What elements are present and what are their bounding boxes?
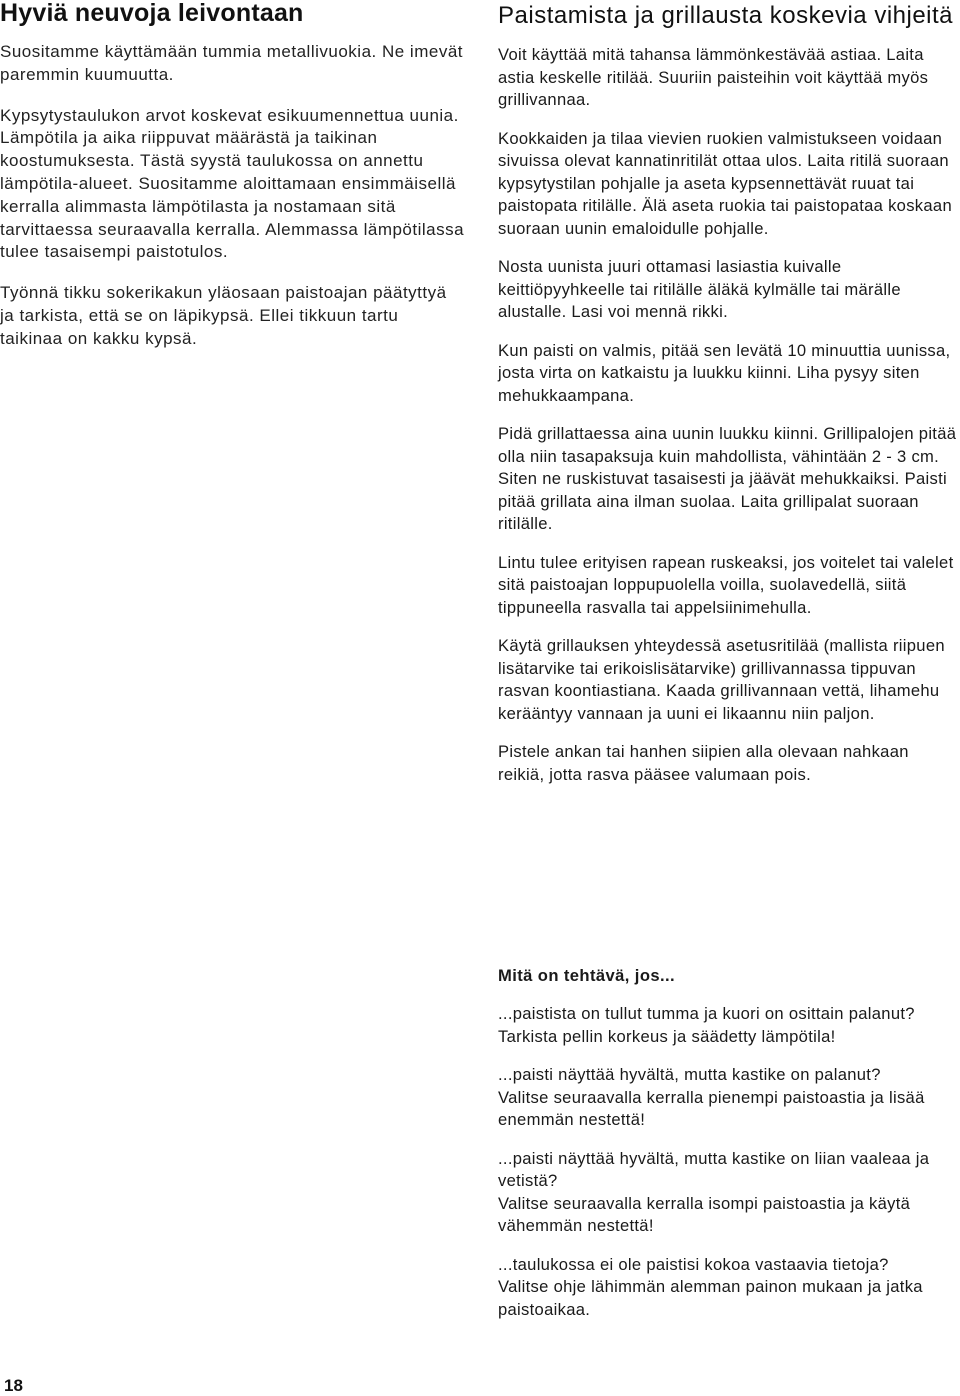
roasting-tip-paragraph: Nosta uunista juuri ottamasi lasiastia kuivalle keittiöpyyhkeelle tai ritilälle äläkä kylmälle tai märälle alustalle. Lasi voi mennä rikki. <box>498 257 901 321</box>
left-column <box>0 0 465 351</box>
roasting-grilling-heading: Paistamista ja grillausta koskevia vihjeitä <box>498 2 954 29</box>
page-number: 18 <box>4 1376 23 1395</box>
faq-answer: Valitse seuraavalla kerralla pienempi paistoastia ja lisää enemmän nestettä! <box>498 1087 925 1129</box>
faq-question: ...taulukossa ei ole paistisi kokoa vastaavia tietoja? <box>498 1254 889 1274</box>
baking-tip-paragraph: Työnnä tikku sokerikakun yläosaan paistoajan päätyttyä ja tarkista, että se on läpikypsä. Ellei tikkuun tartu taikinaa on kakku kypsä. <box>0 283 447 348</box>
faq-item <box>498 1254 960 1322</box>
faq-question: ...paisti näyttää hyvältä, mutta kastike on palanut? <box>498 1065 881 1084</box>
faq-question: ...paisti näyttää hyvältä, mutta kastike on liian vaaleaa ja vetistä? <box>498 1148 930 1190</box>
troubleshooting-section <box>498 965 960 1321</box>
roasting-tip-paragraph: Pistele ankan tai hanhen siipien alla olevaan nahkaan reikiä, jotta rasva pääsee valumaan pois. <box>498 742 909 784</box>
roasting-tip-paragraph: Kookkaiden ja tilaa vievien ruokien valmistukseen voidaan sivuissa olevat kannatinritilät ottaa ulos. Laita ritilä suoraan kypsytystilan pohjalle ja aseta kypsennettävät ruuat tai paistopata ritilälle. Älä aseta ruokia tai paistopataa koskaan suoraan uunin emaloidulle pohjalle. <box>498 128 952 238</box>
faq-item <box>498 1064 960 1132</box>
baking-tip-paragraph: Suositamme käyttämään tummia metallivuokia. Ne imevät paremmin kuumuutta. <box>0 42 463 84</box>
roasting-tip-paragraph: Voit käyttää mitä tahansa lämmönkestävää astiaa. Laita astia keskelle ritilää. Suuriin paisteihin voit käyttää myös grillivannaa. <box>498 45 929 109</box>
faq-answer: Valitse seuraavalla kerralla isompi paistoastia ja käytä vähemmän nestettä! <box>498 1193 911 1235</box>
faq-answer: Tarkista pellin korkeus ja säädetty lämpötila! <box>498 1026 836 1046</box>
baking-tips-heading: Hyviä neuvoja leivontaan <box>0 0 304 27</box>
roasting-tip-paragraph: Kun paisti on valmis, pitää sen levätä 10 minuuttia uunissa, josta virta on katkaistu ja luukku kiinni. Liha pysyy siten mehukkaampana. <box>498 340 951 405</box>
faq-question: ...paistista on tullut tumma ja kuori on osittain palanut? <box>498 1004 915 1023</box>
troubleshooting-title: Mitä on tehtävä, jos... <box>498 966 676 985</box>
roasting-tip-paragraph: Käytä grillauksen yhteydessä asetusritilää (mallista riipuen lisätarvike tai erikoislisätarvike) grillivannassa tippuvan rasvan koontiastiana. Kaada grillivannaan vettä, lihamehu kerääntyy vannaan ja uuni ei likaannu niin paljon. <box>498 636 945 723</box>
faq-item <box>498 1148 960 1238</box>
faq-item <box>498 1003 960 1048</box>
roasting-tip-paragraph: Lintu tulee erityisen rapean ruskeaksi, jos voitelet tai valelet sitä paistoajan loppupuolella voilla, suolavedellä, siitä tippuneella rasvalla tai appelsiinimehulla. <box>498 552 954 617</box>
right-column <box>498 0 960 786</box>
roasting-tip-paragraph: Pidä grillattaessa aina uunin luukku kiinni. Grillipalojen pitää olla niin tasapaksuja kuin mahdollista, vähintään 2 - 3 cm. Siten ne ruskistuvat tasaisesti ja jäävät mehukkaiksi. Paisti pitää grillata aina ilman suolaa. Laita grillipalat suoraan ritilälle. <box>498 424 957 533</box>
baking-tip-paragraph: Kypsytystaulukon arvot koskevat esikuumennettua uunia. Lämpötila ja aika riippuvat määrästä ja taikinan koostumuksesta. Tästä syystä taulukossa on annettu lämpötila-alueet. Suositamme aloittamaan ensimmäisellä kerralla alimmasta lämpötilasta ja nostamaan sitä tarvittaessa seuraavalla kerralla. Alemmassa lämpötilassa tulee tasaisempi paistotulos. <box>0 105 465 262</box>
faq-answer: Valitse ohje lähimmän alemman painon mukaan ja jatka paistoaikaa. <box>498 1277 923 1319</box>
